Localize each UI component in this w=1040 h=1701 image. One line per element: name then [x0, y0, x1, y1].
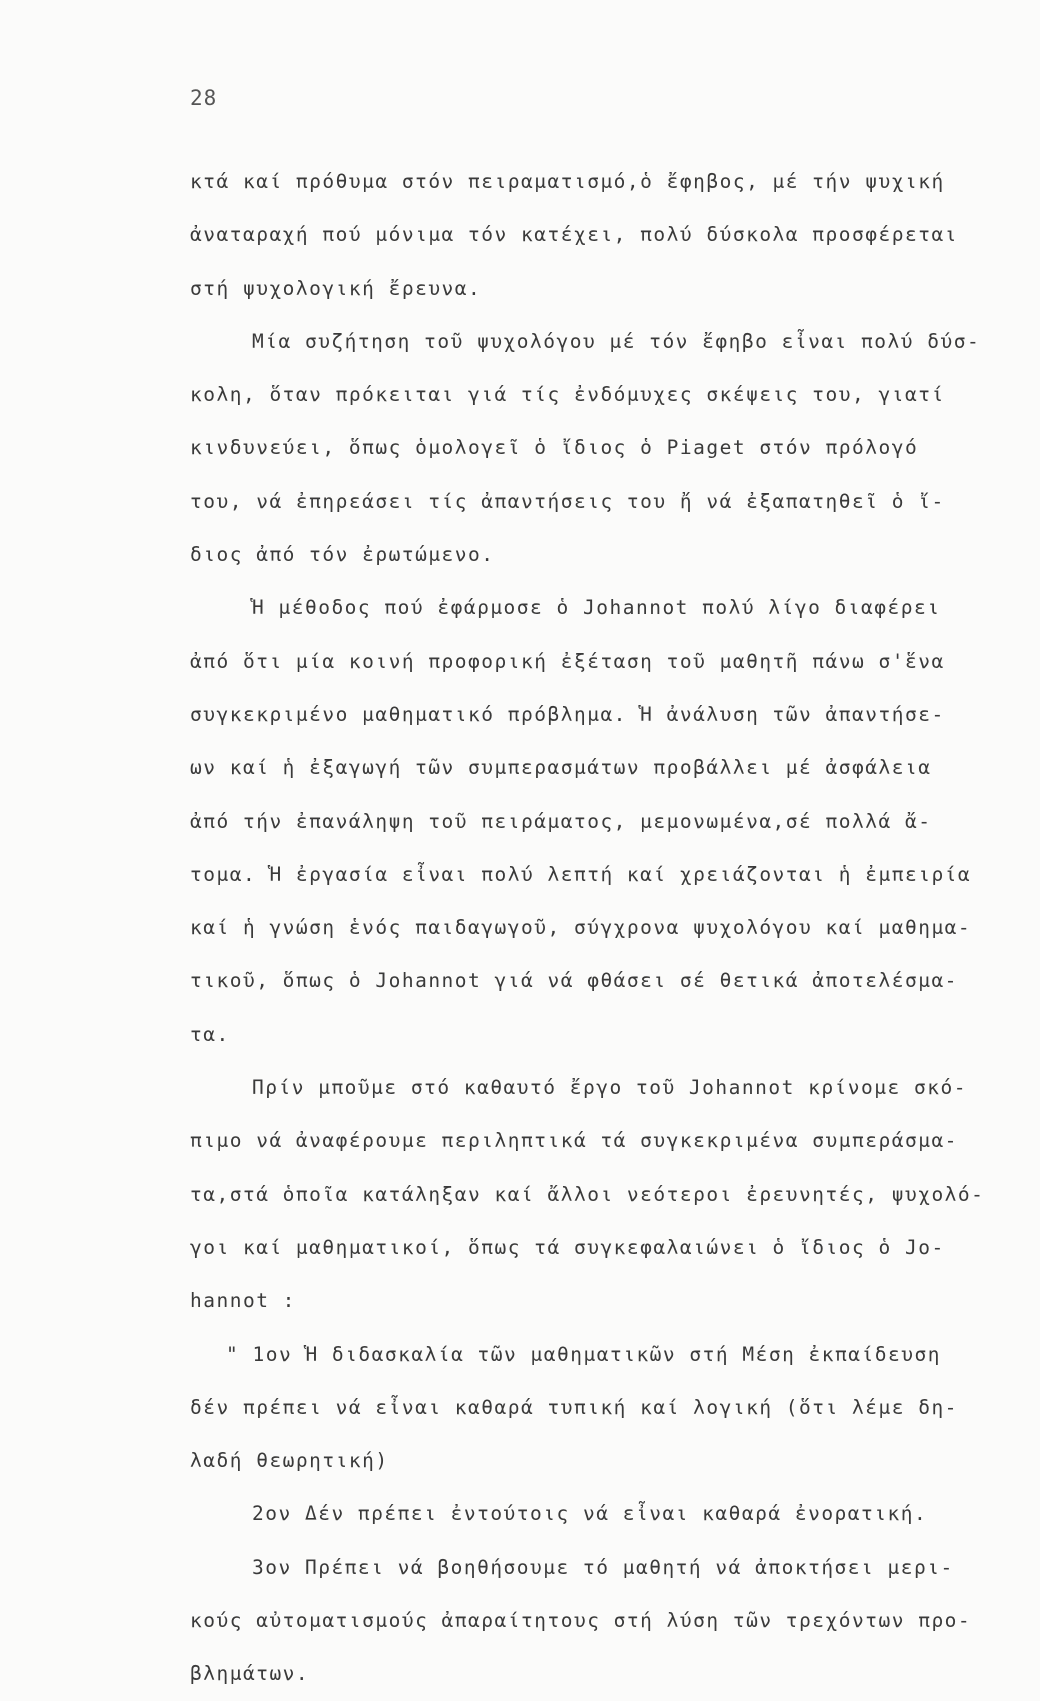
- text-line: Πρίν μποῦμε στό καθαυτό ἔργο τοῦ Johannot κρίνομε σκό-: [252, 1076, 967, 1100]
- text-line: τα,στά ὁποῖα κατάληξαν καί ἄλλοι νεότεροι ἐρευνητές, ψυχολό-: [190, 1182, 985, 1206]
- text-line: διος ἀπό τόν ἐρωτώμενο.: [190, 543, 495, 567]
- text-line: δέν πρέπει νά εἶναι καθαρά τυπική καί λογική (ὅτι λέμε δη-: [190, 1395, 958, 1419]
- text-line: τα.: [190, 1022, 230, 1046]
- text-line: ἀπό ὅτι μία κοινή προφορική ἐξέταση τοῦ μαθητῆ πάνω σ'ἕνα: [190, 649, 945, 673]
- text-line: " 1ον Ἡ διδασκαλία τῶν μαθηματικῶν στή Μέση ἐκπαίδευση: [226, 1342, 941, 1366]
- text-line: του, νά ἐπηρεάσει τίς ἀπαντήσεις του ἤ νά ἐξαπατηθεῖ ὁ ἴ-: [190, 489, 945, 513]
- text-line: 2ον Δέν πρέπει ἐντούτοις νά εἶναι καθαρά ἐνορατική.: [252, 1502, 928, 1526]
- text-line: λαδή θεωρητική): [190, 1449, 389, 1473]
- text-line: κτά καί πρόθυμα στόν πειραματισμό,ὁ ἔφηβος, μέ τήν ψυχική: [190, 170, 945, 193]
- text-line: στή ψυχολογική ἔρευνα.: [190, 276, 482, 300]
- text-line: hannot :: [190, 1289, 296, 1313]
- text-line: κούς αὐτοματισμούς ἀπαραίτητους στή λύση τῶν τρεχόντων προ-: [190, 1609, 972, 1633]
- text-line: ων καί ἡ ἐξαγωγή τῶν συμπερασμάτων προβάλλει μέ ἀσφάλεια: [190, 756, 932, 780]
- text-line: ἀναταραχή πού μόνιμα τόν κατέχει, πολύ δύσκολα προσφέρεται: [190, 223, 958, 247]
- document-body: [190, 155, 1000, 1701]
- text-line: βλημάτων.: [190, 1662, 310, 1686]
- text-line: Ἡ μέθοδος πού ἐφάρμοσε ὁ Johannot πολύ λίγο διαφέρει: [252, 596, 941, 620]
- text-line: πιμο νά ἀναφέρουμε περιληπτικά τά συγκεκριμένα συμπεράσμα-: [190, 1129, 958, 1153]
- text-line: καί ἡ γνώση ἑνός παιδαγωγοῦ, σύγχρονα ψυχολόγου καί μαθημα-: [190, 916, 972, 940]
- text-line: κινδυνεύει, ὅπως ὁμολογεῖ ὁ ἴδιος ὁ Piaget στόν πρόλογό: [190, 436, 919, 460]
- text-line: συγκεκριμένο μαθηματικό πρόβλημα. Ἡ ἀνάλυση τῶν ἀπαντήσε-: [190, 702, 945, 726]
- text-line: γοι καί μαθηματικοί, ὅπως τά συγκεφαλαιώνει ὁ ἴδιος ὁ Jo-: [190, 1235, 945, 1259]
- text-line: 3ον Πρέπει νά βοηθήσουμε τό μαθητή νά ἀποκτήσει μερι-: [252, 1555, 954, 1579]
- text-line: ἀπό τήν ἐπανάληψη τοῦ πειράματος, μεμονωμένα,σέ πολλά ἄ-: [190, 809, 932, 833]
- text-line: Μία συζήτηση τοῦ ψυχολόγου μέ τόν ἔφηβο εἶναι πολύ δύσ-: [252, 329, 981, 353]
- text-line: τομα. Ἡ ἐργασία εἶναι πολύ λεπτή καί χρειάζονται ἡ ἐμπειρία: [190, 862, 972, 886]
- text-line: τικοῦ, ὅπως ὁ Johannot γιά νά φθάσει σέ θετικά ἀποτελέσμα-: [190, 969, 958, 993]
- page-number: 28: [190, 86, 218, 110]
- text-line: κολη, ὅταν πρόκειται γιά τίς ἐνδόμυχες σκέψεις του, γιατί: [190, 383, 945, 407]
